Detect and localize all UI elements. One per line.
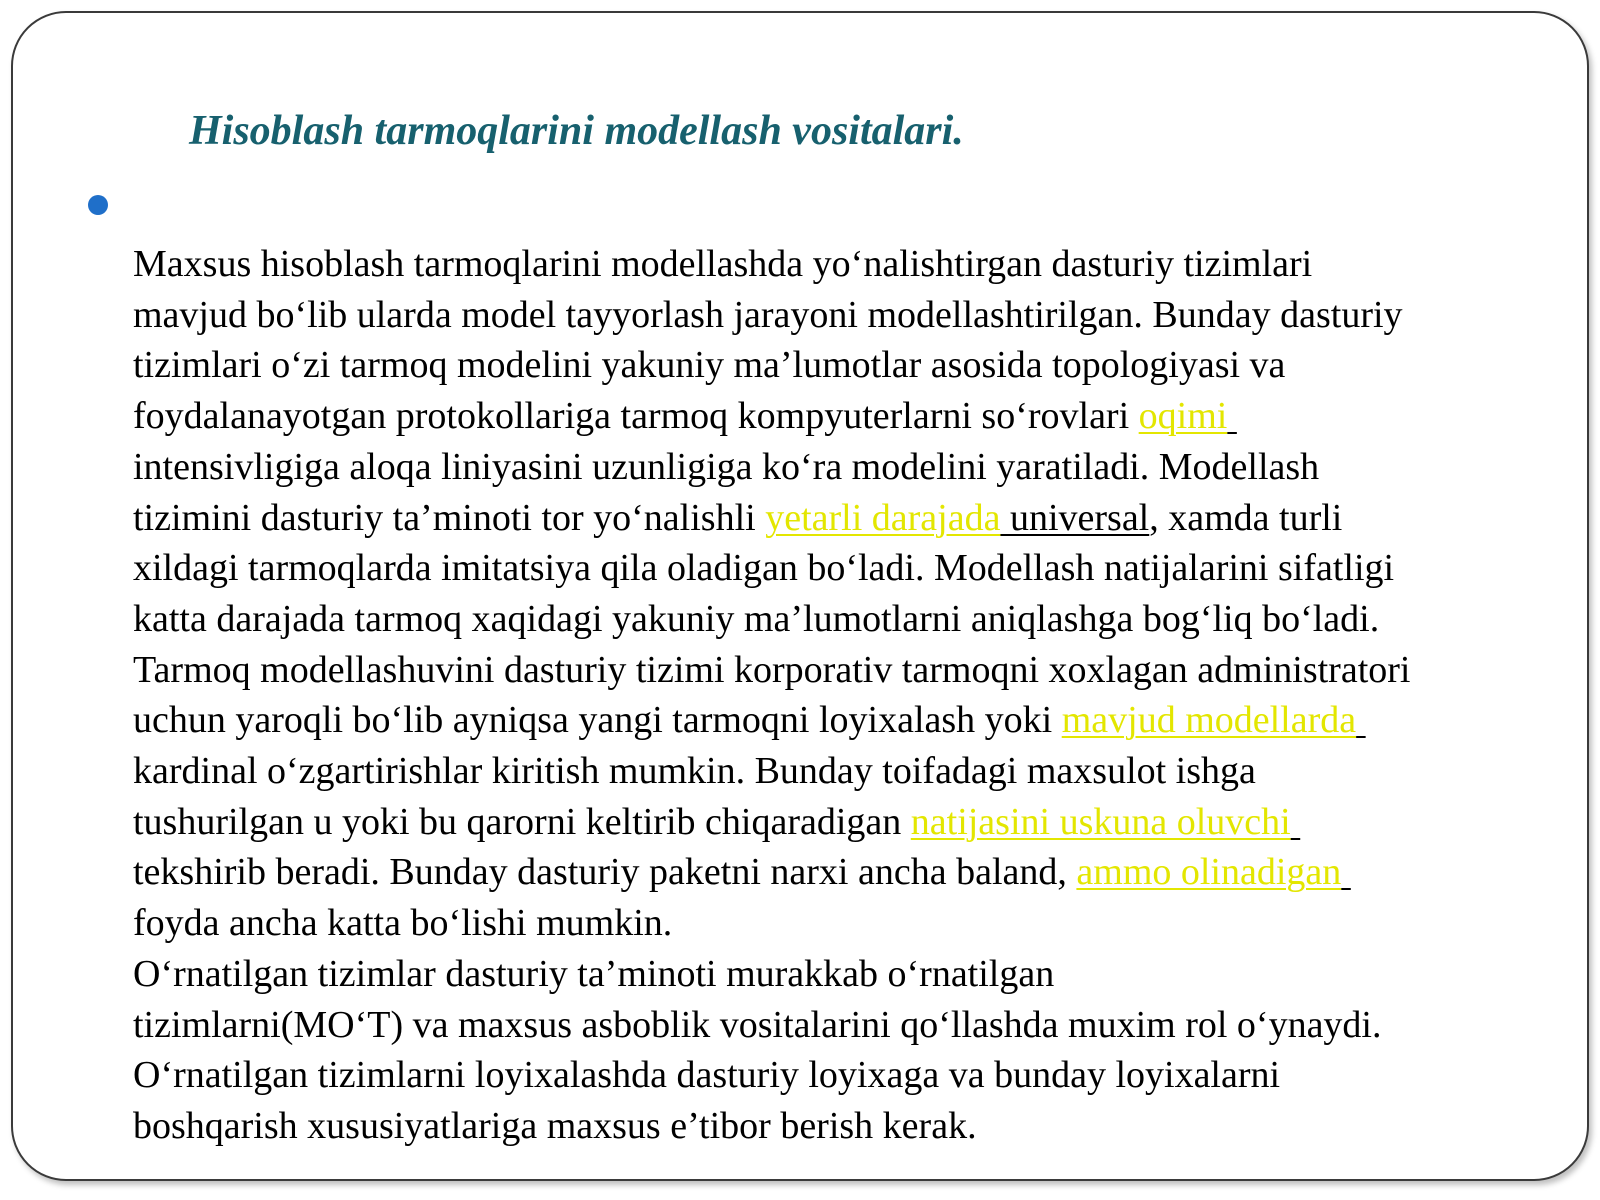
body-text-segment: tizimlari o‘zi tarmoq modelini yakuniy ma’lumotlar asosida topologiyasi va: [133, 344, 1286, 387]
body-text-segment: boshqarish xususiyatlariga maxsus e’tibor berish kerak.: [133, 1104, 977, 1147]
body-text-segment: foydalanayotgan protokollariga tarmoq kompyuterlarni so‘rovlari: [133, 395, 1139, 438]
body-line: [133, 1101, 1573, 1152]
body-line: [133, 898, 1573, 949]
body-line: [133, 543, 1573, 594]
highlighted-text: yetarli darajada: [765, 496, 1001, 539]
body-text-segment: intensivligiga aloqa liniyasini uzunligiga ko‘ra modelini yaratiladi. Modellash: [133, 445, 1320, 488]
underlined-text: [1291, 801, 1301, 843]
body-line: [133, 493, 1573, 544]
underlined-text: universal: [1000, 496, 1150, 539]
body-line: [133, 1050, 1573, 1101]
body-line: [133, 1000, 1573, 1051]
body-text-segment: tushurilgan u yoki bu qarorni keltirib chiqaradigan: [133, 800, 911, 843]
body-line: [133, 847, 1573, 898]
body-text-segment: O‘rnatilgan tizimlar dasturiy ta’minoti murakkab o‘rnatilgan: [133, 952, 1055, 995]
highlighted-text: natijasini uskuna oluvchi: [910, 800, 1291, 843]
body-line: [133, 746, 1573, 797]
slide-frame: [11, 11, 1589, 1181]
body-text-segment: tekshirib beradi. Bunday dasturiy paketni narxi ancha baland,: [133, 851, 1077, 894]
body-text-segment: tizimlarni(MO‘T) va maxsus asboblik vositalarini qo‘llashda muxim rol o‘ynaydi.: [133, 1003, 1382, 1046]
body-text: [133, 239, 1573, 1152]
body-line: [133, 239, 1573, 290]
body-text-segment: xildagi tarmoqlarda imitatsiya qila oladigan bo‘ladi. Modellash natijalarini sifatligi: [133, 547, 1395, 590]
body-line: [133, 290, 1573, 341]
body-line: [133, 442, 1573, 493]
body-line: [133, 594, 1573, 645]
body-line: [133, 949, 1573, 1000]
highlighted-text: mavjud modellarda: [1061, 699, 1357, 742]
bullet-point-icon: [88, 195, 108, 215]
underlined-text: [1356, 699, 1366, 741]
body-text-segment: Maxsus hisoblash tarmoqlarini modellashda yo‘nalishtirgan dasturiy tizimlari: [133, 243, 1313, 285]
body-text-segment: katta darajada tarmoq xaqidagi yakuniy ma’lumotlarni aniqlashga bog‘liq bo‘ladi.: [133, 597, 1380, 640]
body-line: [133, 695, 1573, 746]
highlighted-text: oqimi: [1138, 395, 1228, 438]
underlined-text: [1227, 395, 1237, 437]
body-text-segment: O‘rnatilgan tizimlarni loyixalashda dasturiy loyixaga va bunday loyixalarni: [133, 1054, 1281, 1097]
body-text-segment: Tarmoq modellashuvini dasturiy tizimi korporativ tarmoqni xoxlagan administratori: [133, 648, 1411, 691]
body-text-segment: uchun yaroqli bo‘lib ayniqsa yangi tarmoqni loyixalash yoki: [133, 699, 1062, 742]
highlighted-text: ammo olinadigan: [1076, 851, 1342, 894]
body-line: [133, 797, 1573, 848]
body-text-segment: mavjud bo‘lib ularda model tayyorlash jarayoni modellashtirilgan. Bunday dasturiy: [133, 293, 1403, 336]
body-text-segment: , xamda turli: [1149, 496, 1343, 539]
underlined-text: [1341, 851, 1351, 893]
body-text-segment: foyda ancha katta bo‘lishi mumkin.: [133, 902, 673, 945]
slide-title: Hisoblash tarmoqlarini modellash vositalari.: [189, 108, 964, 154]
body-text-segment: tizimini dasturiy ta’minoti tor yo‘nalishli: [133, 496, 766, 539]
body-line: [133, 645, 1573, 696]
body-line: [133, 340, 1573, 391]
body-line: [133, 391, 1573, 442]
body-text-segment: kardinal o‘zgartirishlar kiritish mumkin. Bunday toifadagi maxsulot ishga: [133, 750, 1256, 793]
